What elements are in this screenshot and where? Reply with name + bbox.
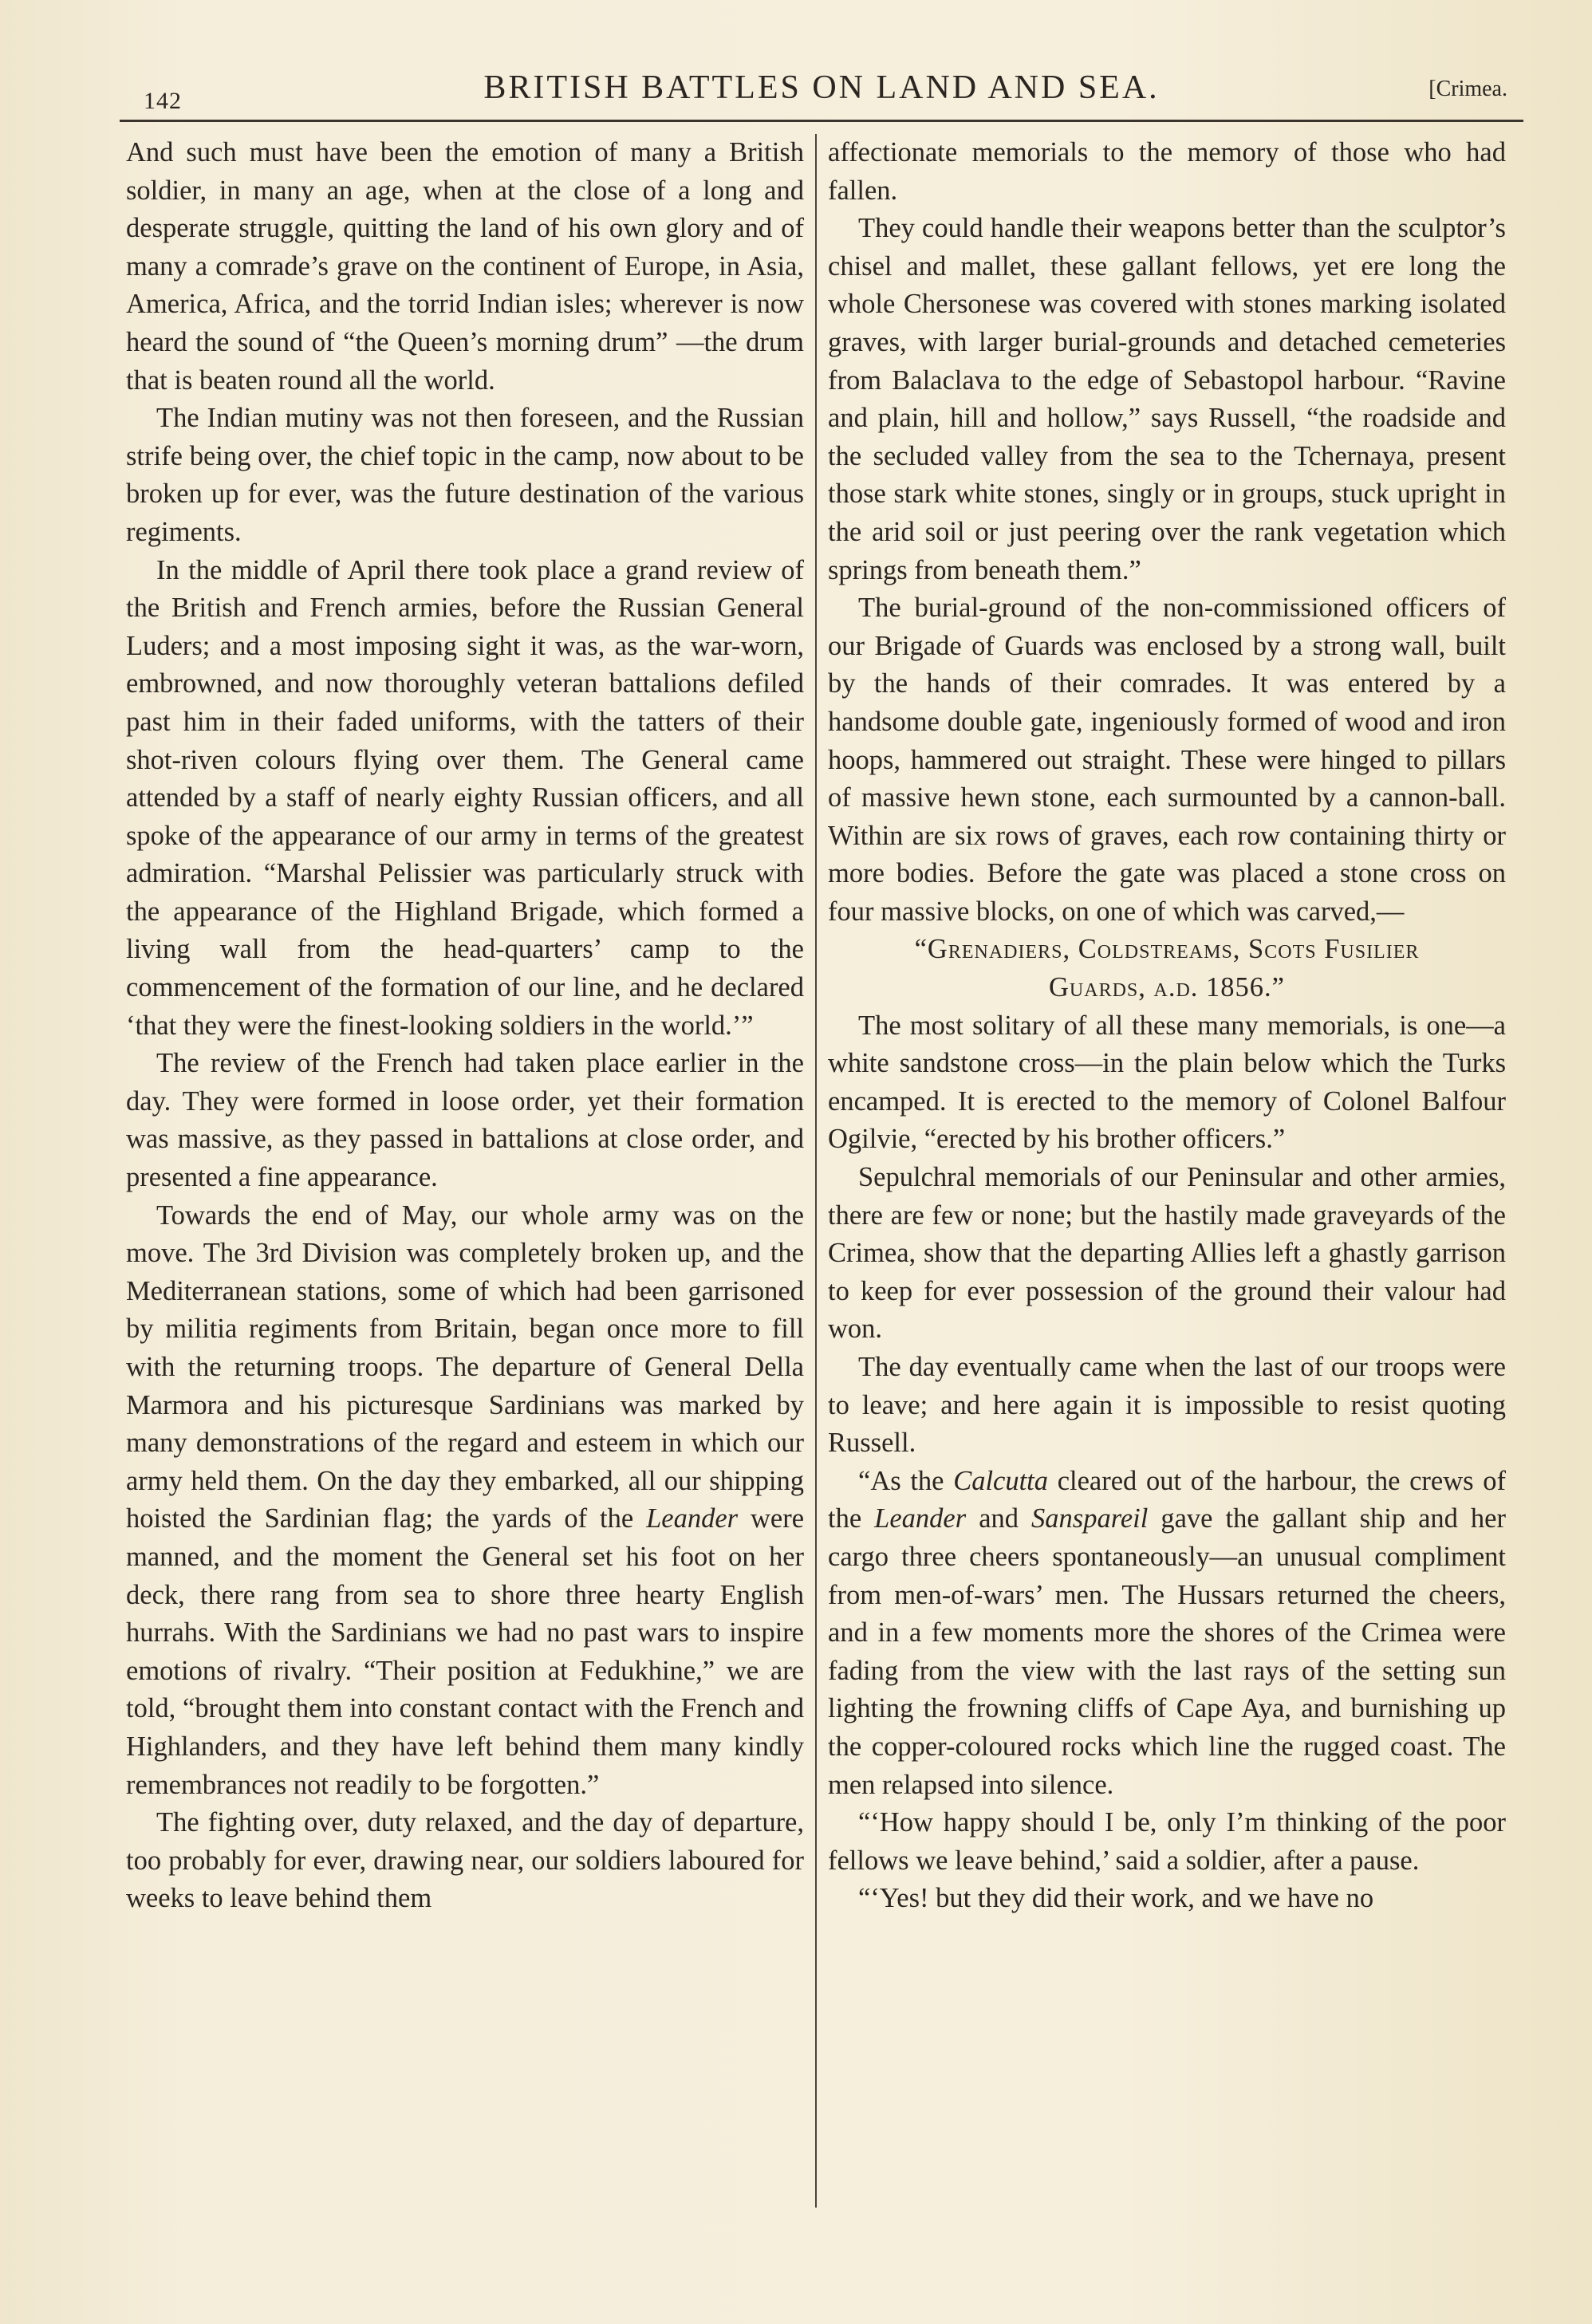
text-run: “As the: [858, 1465, 954, 1496]
paragraph: And such must have been the emotion of many a British soldier, in many an age, when at the close of a long and desperate struggle, quitting the land of his own glory and of many a comrade’s grave on the continent of Europe, in Asia, America, Africa, and the torrid Indian isles; wherever is now heard the sound of “the Queen’s morning drum” —the drum that is beaten round all the world.: [126, 137, 804, 396]
paragraph: The day eventually came when the last of our troops were to leave; and here again it is impossible to resist quoting Russell.: [828, 1352, 1506, 1459]
paragraph: They could handle their weapons better than the sculptor’s chisel and mallet, these gallant fellows, yet ere long the whole Chersonese was covered with stones marking isolated graves, with larger burial-grounds and detached cemeteries from Balaclava to the edge of Sebastopol harbour. “Ravine and plain, hill and hollow,” says Russell, “the roadside and the secluded valley from the sea to the Tchernaya, present those stark white stones, singly or in groups, stuck upright in the arid soil or just peering over the rank vegetation which springs from beneath them.”: [828, 213, 1506, 585]
section-label: [Crimea.: [1428, 77, 1507, 101]
right-column: [828, 134, 1506, 1918]
paragraph: The review of the French had taken place earlier in the day. They were formed in loose order, yet their formation was massive, as they passed in battalions at close order, and presented a fine appearance.: [126, 1048, 804, 1193]
paragraph: [828, 1463, 1506, 1804]
ship-name: Calcutta: [953, 1465, 1049, 1496]
paragraph: “‘Yes! but they did their work, and we have no: [858, 1883, 1374, 1914]
text-run: and: [966, 1503, 1032, 1534]
text-run: cleared out of the harbour, the crews of the: [828, 1465, 1506, 1534]
ship-name: Leander: [874, 1503, 967, 1534]
paragraph: The burial-ground of the non-commissioned officers of our Brigade of Guards was enclosed by a strong wall, built by the hands of their comrades. It was entered by a handsome double gate, ingeniously formed of wood and iron hoops, hammered out straight. These were hinged to pillars of massive hewn stone, each surmounted by a cannon-ball. Within are six rows of graves, each row containing thirty or more bodies. Before the gate was placed a stone cross on four massive blocks, on one of which was carved,—: [828, 593, 1506, 927]
paragraph: [126, 1197, 804, 1805]
paragraph: The most solitary of all these many memorials, is one—a white sandstone cross—in the plain below which the Turks encamped. It is erected to the memory of Colonel Balfour Ogilvie, “erected by his brother officers.”: [828, 1010, 1506, 1155]
running-title: BRITISH BATTLES ON LAND AND SEA.: [483, 69, 1160, 106]
page-number: 142: [144, 88, 182, 114]
header-rule: [120, 120, 1523, 122]
text-run: were manned, and the moment the General set his foot on her deck, there rang from sea to shore three hearty English hurrahs. With the Sardinians we had no past wars to inspire emotions of rivalry. “Their position at Fedukhine,” we are told, “brought them into constant contact with the French and Highlanders, and they have left behind them many kindly remembrances not readily to be forgotten.”: [126, 1503, 805, 1800]
column-divider: [815, 134, 817, 2208]
left-column: [126, 134, 804, 1918]
text-run: gave the gallant ship and her cargo three cheers spontaneously—an unusual compliment from men-of-wars’ men. The Hussars returned the cheers, and in a few moments more the shores of the Crimea were fading from the view with the last rays of the setting sun lighting the frowning cliffs of Cape Aya, and burnishing up the copper-coloured rocks which line the rugged coast. The men relapsed into silence.: [828, 1503, 1506, 1800]
text-run: Towards the end of May, our whole army was on the move. The 3rd Division was completely broken up, and the Mediterranean stations, some of which had been garrisoned by militia regiments from Britain, began once more to fill with the returning troops. The departure of General Della Marmora and his picturesque Sardinians was marked by many demonstrations of the regard and esteem in which our army held them. On the day they embarked, all our shipping hoisted the Sardinian flag; the yards of the: [126, 1199, 804, 1534]
inscription-line: Guards, a.d. 1856.”: [1049, 972, 1285, 1003]
paragraph: “‘How happy should I be, only I’m thinking of the poor fellows we leave behind,’ said a soldier, after a pause.: [828, 1807, 1506, 1876]
inscription-line: “Grenadiers, Coldstreams, Scots Fusilier: [914, 934, 1420, 965]
paragraph: In the middle of April there took place a grand review of the British and French armies, before the Russian General Luders; and a most imposing sight it was, as the war-worn, embrowned, and now thoroughly veteran battalions defiled past him in their faded uniforms, with the tatters of their shot-riven colours flying over them. The General came attended by a staff of nearly eighty Russian officers, and all spoke of the appearance of our army in terms of the greatest admiration. “Marshal Pelissier was particularly struck with the appearance of the Highland Brigade, which formed a living wall from the head-quarters’ camp to the commencement of the formation of our line, and he declared ‘that they were the finest-looking soldiers in the world.’”: [126, 554, 804, 1041]
paragraph: The fighting over, duty relaxed, and the day of departure, too probably for ever, drawing near, our soldiers laboured for weeks to leave behind them: [126, 1807, 804, 1914]
ship-name: Sanspareil: [1031, 1503, 1149, 1534]
paragraph: Sepulchral memorials of our Peninsular and other armies, there are few or none; but the hastily made graveyards of the Crimea, show that the departing Allies left a ghastly garrison to keep for ever possession of the ground their valour had won.: [828, 1162, 1506, 1345]
paragraph: affectionate memorials to the memory of those who had fallen.: [828, 137, 1506, 206]
ship-name: Leander: [646, 1503, 739, 1534]
page-header: [120, 64, 1523, 120]
paragraph: The Indian mutiny was not then foreseen, and the Russian strife being over, the chief topic in the camp, now about to be broken up for ever, was the future destination of the various regiments.: [126, 403, 804, 547]
